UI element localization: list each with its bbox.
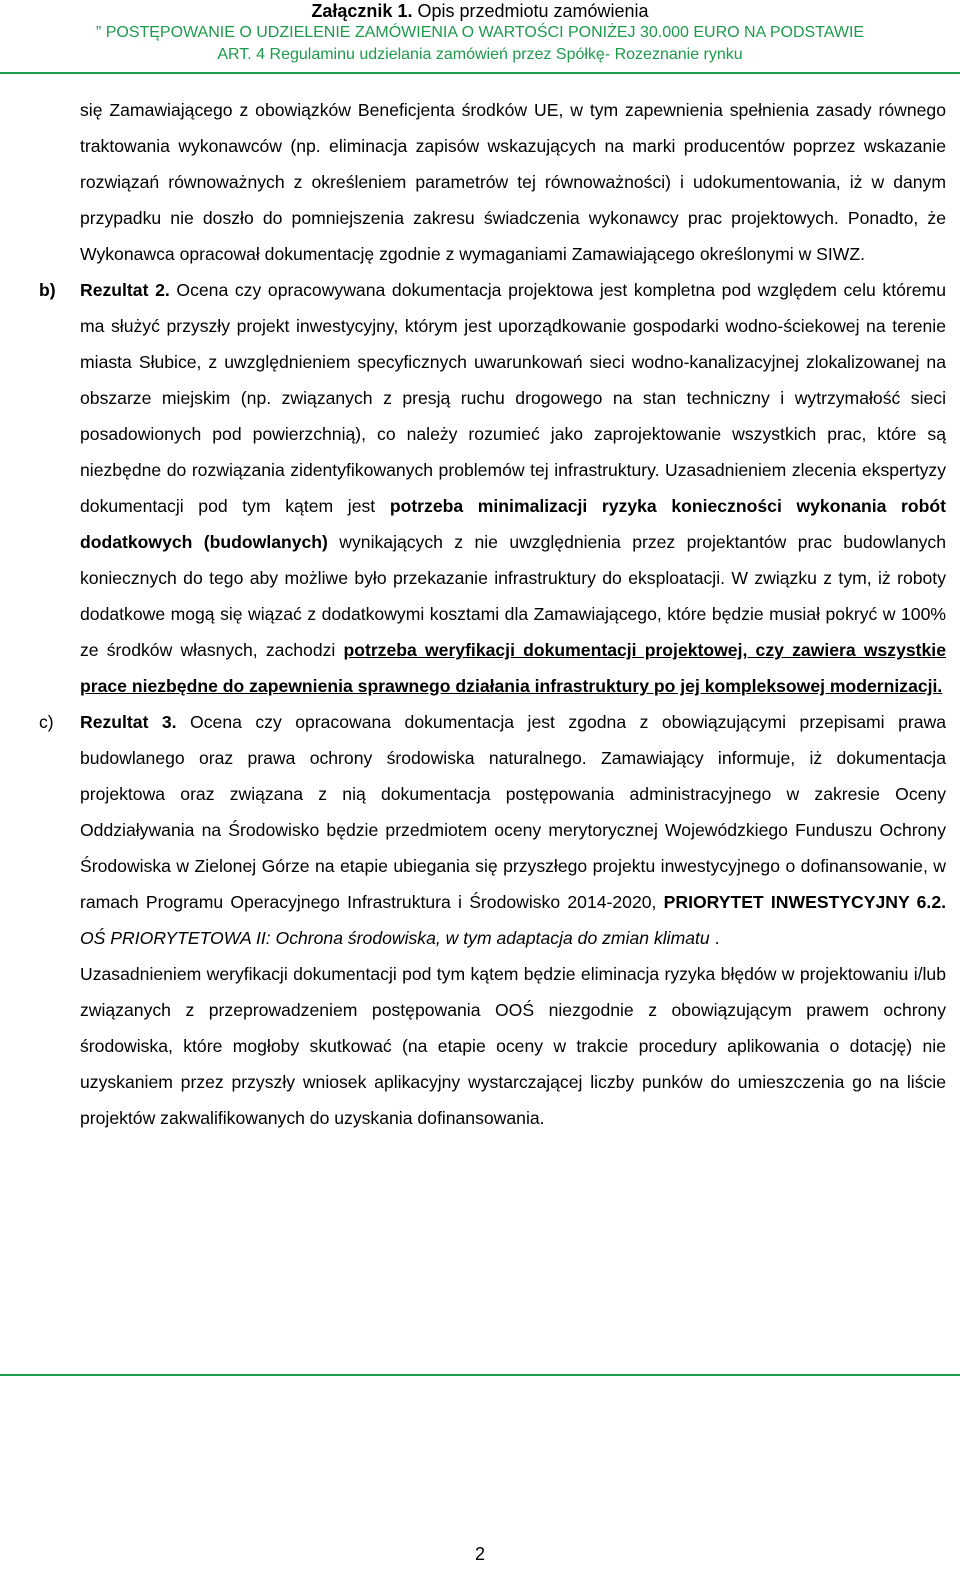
header-line-2: ” POSTĘPOWANIE O UDZIELENIE ZAMÓWIENIA O WARTOŚCI PONIŻEJ 30.000 EURO NA PODSTAWIE xyxy=(95,24,865,41)
item-c-text-1: Ocena czy opracowana dokumentacja jest zgodna z obowiązującymi przepisami prawa budowlanego oraz prawa ochrony środowiska naturalnego. Zamawiający informuje, iż dokumentacja projektowa oraz związana z nią dokumentacja postępowania administracyjnego w zakresie Oceny Oddziaływania na Środowisko będzie przedmiotem oceny merytorycznej Wojewódzkiego Funduszu Ochrony Środowiska w Zielonej Górze na etapie ubiegania się przyszłego projektu inwestycyjnego o dofinansowanie, w ramach Programu Operacyjnego Infrastruktura i Środowisko 2014-2020, xyxy=(80,712,946,912)
header-title-rest: Opis przedmiotu zamówienia xyxy=(412,1,649,21)
item-b-text-1: Ocena czy opracowywana dokumentacja projektowa jest kompletna pod względem celu któremu ma służyć przyszły projekt inwestycyjny, którym jest uporządkowanie gospodarki wodno-ściekowej na terenie miasta Słubice, z uwzględnieniem specyficznych uwarunkowań sieci wodno-kanalizacyjnej zlokalizowanej na obszarze miejskim (np. związanych z presją ruchu drogowego na stan techniczny i wytrzymałość sieci posadowionych pod powierzchnią), co należy rozumieć jako zaprojektowanie wszystkich prac, które są niezbędne do rozwiązania zidentyfikowanych problemów tej infrastruktury. Uzasadnieniem zlecenia ekspertyzy dokumentacji pod tym kątem jest xyxy=(80,280,946,516)
header-title xyxy=(0,0,960,22)
page-header xyxy=(0,0,960,66)
item-b-bold-1: potrzeba minimalizacji ryzyka konieczności wykonania robót dodatkowych (budowlanych) xyxy=(80,496,946,552)
item-c-text-2: . xyxy=(709,928,720,948)
page-number: 2 xyxy=(474,1544,485,1564)
item-c-bold-1: PRIORYTET INWESTYCYJNY 6.2. xyxy=(663,892,946,912)
item-c-label: Rezultat 3. xyxy=(80,712,177,732)
header-line-3: ART. 4 Regulaminu udzielania zamówień przez Spółkę- Rozeznanie rynku xyxy=(217,46,743,63)
continuation-paragraph: się Zamawiającego z obowiązków Beneficjenta środków UE, w tym zapewnienia spełnienia zasady równego traktowania wykonawców (np. eliminacja zapisów wskazujących na marki producentów poprzez wskazanie rozwiązań równoważnych z określeniem parametrów tej równoważności) i udokumentowania, iż w danym przypadku nie doszło do pomniejszenia zakresu świadczenia wykonawcy prac projektowych. Ponadto, że Wykonawca opracował dokumentację zgodnie z wymaganiami Zamawiającego określonymi w SIWZ. xyxy=(80,100,946,264)
item-b-label: Rezultat 2. xyxy=(80,280,170,300)
item-c-marker: c) xyxy=(39,712,54,732)
closing-paragraph: Uzasadnieniem weryfikacji dokumentacji pod tym kątem będzie eliminacja ryzyka błędów w projektowaniu i/lub związanych z przeprowadzeniem postępowania OOŚ niezgodnie z obowiązującym prawem ochrony środowiska, które mogłoby skutkować (na etapie oceny w trakcie procedury aplikowania o dotację) nie uzyskaniem przez przyszły wniosek aplikacyjny wystarczającej liczby punków do umieszczenia go na liście projektów zakwalifikowanych do uzyskania dofinansowania. xyxy=(80,964,946,1128)
list-item-c xyxy=(39,704,946,956)
header-title-prefix: Załącznik 1. xyxy=(311,1,413,21)
list-item-b xyxy=(39,272,946,704)
document-body xyxy=(39,92,946,1136)
header-rule xyxy=(0,72,960,74)
item-b-marker: b) xyxy=(39,280,56,300)
footer-rule xyxy=(0,1374,960,1376)
item-b-text-2: wynikających z nie uwzględnienia przez projektantów prac budowlanych koniecznych do tego aby możliwe było przekazanie infrastruktury do eksploatacji. W związku z tym, iż roboty dodatkowe mogą się wiązać z dodatkowymi kosztami dla Zamawiającego, które będzie musiał pokryć w 100% ze środków własnych, zachodzi xyxy=(80,532,946,660)
item-c-italic-1: OŚ PRIORYTETOWA II: Ochrona środowiska, w tym adaptacja do zmian klimatu xyxy=(80,928,710,948)
item-b-bold-underlined: potrzeba weryfikacji dokumentacji projektowej, czy zawiera wszystkie prace niezbędne do zapewnienia sprawnego działania infrastruktury po jej kompleksowej modernizacji. xyxy=(80,640,946,696)
